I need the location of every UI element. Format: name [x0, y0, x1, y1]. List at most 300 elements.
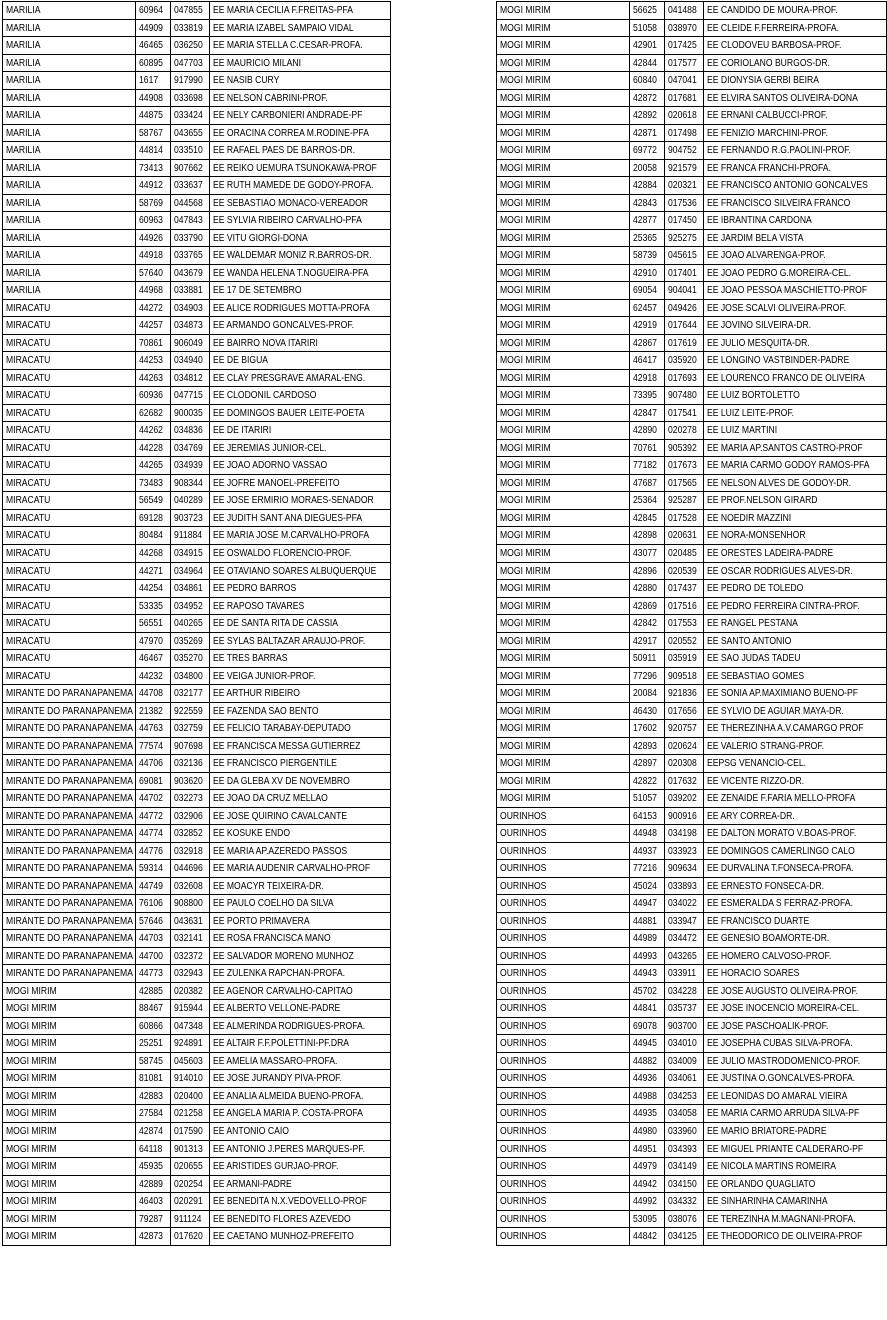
id-cell-text: 034769 — [174, 441, 203, 454]
school-name-cell-text: EE TEREZINHA M.MAGNANI-PROFA. — [707, 1212, 856, 1225]
city-cell-text: MOGI MIRIM — [500, 144, 551, 157]
id-cell-text: 049426 — [668, 301, 697, 314]
id-cell-text: 035737 — [668, 1002, 697, 1015]
table-row — [497, 439, 887, 457]
id-cell-text: 017498 — [668, 126, 697, 139]
id-cell-text: 032759 — [174, 722, 203, 735]
school-name-cell-text: EE JOSE PASCHOALIK-PROF. — [707, 1019, 829, 1032]
school-name-cell-text: EE FRANCA FRANCHI-PROFA. — [707, 161, 831, 174]
school-name-cell-text: EE JOSE QUIRINO CAVALCANTE — [213, 809, 348, 822]
table-row — [497, 562, 887, 580]
school-name-cell-text: EE JOSE SCALVI OLIVEIRA-PROF. — [707, 301, 847, 314]
table-row — [3, 965, 391, 983]
code-cell-text: 42877 — [633, 214, 657, 227]
code-cell — [136, 650, 171, 668]
code-cell — [136, 580, 171, 598]
id-cell-text: 034010 — [668, 1037, 697, 1050]
code-cell — [136, 930, 171, 948]
table-row — [497, 509, 887, 527]
table-row — [3, 212, 391, 230]
id-cell-text: 920757 — [668, 722, 697, 735]
city-cell — [3, 264, 136, 282]
id-cell — [665, 702, 704, 720]
code-cell — [630, 142, 665, 160]
city-cell — [497, 650, 630, 668]
table-row — [3, 247, 391, 265]
school-name-cell — [210, 1140, 391, 1158]
city-cell-text: MIRACATU — [6, 424, 51, 437]
id-cell-text: 017516 — [668, 599, 697, 612]
id-cell — [665, 124, 704, 142]
id-cell-text: 032177 — [174, 687, 203, 700]
city-cell — [497, 912, 630, 930]
city-cell — [497, 580, 630, 598]
school-name-cell-text: EE ESMERALDA S FERRAZ-PROFA. — [707, 897, 853, 910]
city-cell-text: OURINHOS — [500, 1054, 547, 1067]
code-cell-text: 44268 — [139, 546, 163, 559]
city-cell-text: MARILIA — [6, 144, 41, 157]
code-cell-text: 42822 — [633, 774, 657, 787]
table-row — [3, 912, 391, 930]
id-cell — [171, 457, 210, 475]
code-cell — [630, 404, 665, 422]
city-cell — [3, 1123, 136, 1141]
code-cell — [630, 264, 665, 282]
code-cell-text: 44841 — [633, 1002, 657, 1015]
city-cell-text: MOGI MIRIM — [500, 739, 551, 752]
city-cell-text: MIRANTE DO PARANAPANEMA — [6, 827, 133, 840]
city-cell — [497, 632, 630, 650]
city-cell — [497, 1193, 630, 1211]
code-cell — [630, 369, 665, 387]
table-row — [497, 597, 887, 615]
code-cell — [630, 807, 665, 825]
school-name-cell-text: EE SEBASTIAO GOMES — [707, 669, 805, 682]
id-cell — [665, 807, 704, 825]
school-name-cell-text: EE NELY CARBONIERI ANDRADE-PF — [213, 109, 363, 122]
id-cell — [665, 895, 704, 913]
id-cell-text: 034393 — [668, 1142, 697, 1155]
id-cell-text: 034332 — [668, 1195, 697, 1208]
id-cell-text: 017693 — [668, 371, 697, 384]
table-row — [3, 1087, 391, 1105]
city-cell — [497, 597, 630, 615]
id-cell — [665, 107, 704, 125]
city-cell-text: MIRACATU — [6, 301, 51, 314]
table-row — [497, 755, 887, 773]
city-cell — [3, 1017, 136, 1035]
school-name-cell — [210, 124, 391, 142]
code-cell-text: 81081 — [139, 1072, 163, 1085]
id-cell — [171, 1070, 210, 1088]
school-name-cell-text: EE NICOLA MARTINS ROMEIRA — [707, 1160, 837, 1173]
school-name-cell-text: EE BENEDITA N.X.VEDOVELLO-PROF — [213, 1195, 367, 1208]
table-row — [3, 1175, 391, 1193]
code-cell — [136, 597, 171, 615]
id-cell — [665, 177, 704, 195]
school-name-cell — [210, 1123, 391, 1141]
code-cell-text: 44912 — [139, 179, 163, 192]
table-row — [497, 124, 887, 142]
city-cell — [497, 282, 630, 300]
code-cell-text: 70761 — [633, 441, 657, 454]
school-name-cell — [210, 667, 391, 685]
city-cell-text: MOGI MIRIM — [500, 546, 551, 559]
school-name-cell — [704, 317, 887, 335]
city-cell — [497, 720, 630, 738]
table-row — [3, 317, 391, 335]
table-row — [497, 54, 887, 72]
school-name-cell — [704, 107, 887, 125]
table-row — [497, 1158, 887, 1176]
school-name-cell — [210, 860, 391, 878]
table-row — [3, 1000, 391, 1018]
code-cell — [630, 509, 665, 527]
code-cell-text: 77574 — [139, 739, 163, 752]
city-cell — [3, 1087, 136, 1105]
city-cell — [497, 509, 630, 527]
city-cell-text: MIRACATU — [6, 582, 51, 595]
id-cell-text: 017565 — [668, 476, 697, 489]
code-cell-text: 77216 — [633, 862, 657, 875]
id-cell — [665, 457, 704, 475]
code-cell — [630, 527, 665, 545]
city-cell-text: MOGI MIRIM — [500, 179, 551, 192]
table-row — [497, 299, 887, 317]
code-cell-text: 44988 — [633, 1089, 657, 1102]
id-cell — [171, 19, 210, 37]
id-cell-text: 043265 — [668, 949, 697, 962]
code-cell — [630, 439, 665, 457]
code-cell — [136, 387, 171, 405]
code-cell — [630, 632, 665, 650]
school-name-cell-text: EE LUIZ MARTINI — [707, 424, 778, 437]
id-cell — [665, 965, 704, 983]
school-name-cell — [704, 807, 887, 825]
table-row — [497, 1000, 887, 1018]
table-row — [3, 1158, 391, 1176]
id-cell-text: 020308 — [668, 757, 697, 770]
table-row — [497, 667, 887, 685]
school-name-cell-text: EE LEONIDAS DO AMARAL VIEIRA — [707, 1089, 848, 1102]
code-cell-text: 44776 — [139, 844, 163, 857]
id-cell-text: 925275 — [668, 231, 697, 244]
city-cell — [3, 965, 136, 983]
table-row — [3, 54, 391, 72]
id-cell-text: 043631 — [174, 914, 203, 927]
city-cell — [3, 1158, 136, 1176]
city-cell — [3, 772, 136, 790]
school-name-cell-text: EE MARIA AP.SANTOS CASTRO-PROF — [707, 441, 863, 454]
city-cell-text: MOGI MIRIM — [500, 161, 551, 174]
school-name-cell — [704, 264, 887, 282]
table-row — [497, 194, 887, 212]
school-name-cell-text: EE NOEDIR MAZZINI — [707, 511, 792, 524]
city-cell-text: MOGI MIRIM — [500, 564, 551, 577]
id-cell — [171, 124, 210, 142]
school-name-cell — [704, 509, 887, 527]
code-cell-text: 45024 — [633, 879, 657, 892]
school-name-cell-text: EE SYLVIA RIBEIRO CARVALHO-PFA — [213, 214, 362, 227]
school-name-cell-text: EE 17 DE SETEMBRO — [213, 284, 302, 297]
city-cell-text: MOGI MIRIM — [500, 687, 551, 700]
id-cell — [665, 492, 704, 510]
code-cell — [630, 1087, 665, 1105]
city-cell — [3, 492, 136, 510]
id-cell — [665, 72, 704, 90]
code-cell — [136, 685, 171, 703]
table-row — [3, 509, 391, 527]
school-name-cell-text: EE OSWALDO FLORENCIO-PROF. — [213, 546, 352, 559]
school-name-cell-text: EE ROSA FRANCISCA MANO — [213, 932, 331, 945]
school-name-cell — [210, 1175, 391, 1193]
school-name-cell — [704, 790, 887, 808]
school-name-cell — [210, 527, 391, 545]
city-cell-text: MIRACATU — [6, 599, 51, 612]
school-name-cell — [704, 1000, 887, 1018]
city-cell — [497, 947, 630, 965]
id-cell — [171, 544, 210, 562]
id-cell-text: 017673 — [668, 459, 697, 472]
school-name-cell-text: EE PAULO COELHO DA SILVA — [213, 897, 334, 910]
id-cell — [171, 352, 210, 370]
city-cell-text: MOGI MIRIM — [6, 1195, 57, 1208]
table-row — [3, 229, 391, 247]
school-name-cell-text: EE VEIGA JUNIOR-PROF. — [213, 669, 316, 682]
city-cell-text: OURINHOS — [500, 827, 547, 840]
id-cell-text: 020618 — [668, 109, 697, 122]
code-cell-text: 46417 — [633, 354, 657, 367]
city-cell-text: MOGI MIRIM — [500, 774, 551, 787]
id-cell — [665, 737, 704, 755]
code-cell-text: 44942 — [633, 1177, 657, 1190]
city-cell — [497, 527, 630, 545]
school-name-cell — [210, 457, 391, 475]
id-cell-text: 020382 — [174, 984, 203, 997]
table-row — [3, 1052, 391, 1070]
code-cell-text: 42843 — [633, 196, 657, 209]
table-row — [497, 1052, 887, 1070]
city-cell-text: MIRACATU — [6, 354, 51, 367]
school-name-cell — [210, 177, 391, 195]
school-name-cell-text: EE FRANCISCO ANTONIO GONCALVES — [707, 179, 868, 192]
id-cell-text: 034009 — [668, 1054, 697, 1067]
id-cell — [171, 1017, 210, 1035]
school-name-cell-text: EE MARIA AP.AZEREDO PASSOS — [213, 844, 348, 857]
school-name-cell-text: EE JOSE INOCENCIO MOREIRA-CEL. — [707, 1002, 860, 1015]
code-cell-text: 42897 — [633, 757, 657, 770]
school-name-cell — [210, 1087, 391, 1105]
id-cell — [171, 825, 210, 843]
table-row — [3, 492, 391, 510]
city-cell — [497, 264, 630, 282]
city-cell — [497, 1000, 630, 1018]
code-cell-text: 69054 — [633, 284, 657, 297]
id-cell — [665, 544, 704, 562]
city-cell-text: MIRANTE DO PARANAPANEMA — [6, 897, 133, 910]
id-cell-text: 020539 — [668, 564, 697, 577]
table-row — [497, 1087, 887, 1105]
code-cell — [630, 387, 665, 405]
id-cell — [665, 212, 704, 230]
table-row — [3, 807, 391, 825]
school-name-cell — [210, 544, 391, 562]
code-cell-text: 44706 — [139, 757, 163, 770]
id-cell-text: 034836 — [174, 424, 203, 437]
school-name-cell — [210, 947, 391, 965]
table-row — [497, 159, 887, 177]
id-cell — [171, 580, 210, 598]
id-cell-text: 034861 — [174, 582, 203, 595]
code-cell — [136, 474, 171, 492]
table-row — [3, 1070, 391, 1088]
table-row — [497, 895, 887, 913]
school-name-cell — [704, 19, 887, 37]
id-cell-text: 034253 — [668, 1089, 697, 1102]
code-cell — [136, 702, 171, 720]
table-row — [3, 544, 391, 562]
code-cell — [630, 737, 665, 755]
city-cell-text: OURINHOS — [500, 1142, 547, 1155]
city-cell — [3, 369, 136, 387]
id-cell — [171, 37, 210, 55]
city-cell-text: MARILIA — [6, 179, 41, 192]
id-cell — [665, 1105, 704, 1123]
school-name-cell-text: EE CANDIDO DE MOURA-PROF. — [707, 4, 838, 16]
table-row — [497, 229, 887, 247]
school-name-cell — [704, 737, 887, 755]
id-cell-text: 035920 — [668, 354, 697, 367]
city-cell-text: MOGI MIRIM — [500, 494, 551, 507]
school-name-cell — [210, 54, 391, 72]
city-cell-text: OURINHOS — [500, 809, 547, 822]
city-cell — [3, 685, 136, 703]
school-name-cell — [210, 1017, 391, 1035]
code-cell-text: 42892 — [633, 109, 657, 122]
table-row — [3, 685, 391, 703]
code-cell — [630, 317, 665, 335]
school-name-cell — [210, 317, 391, 335]
school-name-cell — [704, 492, 887, 510]
school-name-cell — [704, 474, 887, 492]
school-name-cell-text: EE CLODOVEU BARBOSA-PROF. — [707, 39, 842, 52]
code-cell — [136, 720, 171, 738]
code-cell — [136, 772, 171, 790]
id-cell — [665, 842, 704, 860]
city-cell — [3, 860, 136, 878]
school-name-cell-text: EE FELICIO TARABAY-DEPUTADO — [213, 722, 351, 735]
code-cell — [136, 282, 171, 300]
school-name-cell — [704, 912, 887, 930]
id-cell — [665, 422, 704, 440]
id-cell-text: 032943 — [174, 967, 203, 980]
id-cell — [171, 597, 210, 615]
school-name-cell-text: EE SANTO ANTONIO — [707, 634, 792, 647]
city-cell-text: MIRACATU — [6, 494, 51, 507]
id-cell — [665, 912, 704, 930]
city-cell-text: MIRANTE DO PARANAPANEMA — [6, 809, 133, 822]
city-cell-text: MOGI MIRIM — [6, 1177, 57, 1190]
school-name-cell-text: EE NELSON CABRINI-PROF. — [213, 91, 328, 104]
id-cell — [171, 317, 210, 335]
city-cell-text: MOGI MIRIM — [500, 792, 551, 805]
school-name-cell-text: EE JOAO ADORNO VASSAO — [213, 459, 328, 472]
city-cell — [497, 1158, 630, 1176]
school-name-cell — [210, 352, 391, 370]
table-row — [3, 264, 391, 282]
school-name-cell — [704, 965, 887, 983]
code-cell-text: 44774 — [139, 827, 163, 840]
id-cell-text: 017644 — [668, 319, 697, 332]
code-cell-text: 27584 — [139, 1107, 163, 1120]
code-cell-text: 44875 — [139, 109, 163, 122]
city-cell — [497, 89, 630, 107]
id-cell — [171, 562, 210, 580]
school-name-cell — [704, 947, 887, 965]
id-cell — [171, 632, 210, 650]
id-cell-text: 034125 — [668, 1230, 697, 1243]
school-name-cell — [210, 755, 391, 773]
id-cell — [665, 282, 704, 300]
city-cell-text: MIRANTE DO PARANAPANEMA — [6, 932, 133, 945]
id-cell — [171, 177, 210, 195]
code-cell-text: 76106 — [139, 897, 163, 910]
school-name-cell — [704, 527, 887, 545]
table-row — [497, 737, 887, 755]
id-cell-text: 906049 — [174, 336, 203, 349]
city-cell-text: MOGI MIRIM — [500, 652, 551, 665]
table-row — [3, 1210, 391, 1228]
code-cell-text: 21382 — [139, 704, 163, 717]
id-cell — [665, 1070, 704, 1088]
school-name-cell — [210, 825, 391, 843]
city-cell — [3, 947, 136, 965]
city-cell — [497, 895, 630, 913]
id-cell — [665, 387, 704, 405]
id-cell — [665, 264, 704, 282]
id-cell — [665, 299, 704, 317]
school-name-cell-text: EE ARMANDO GONCALVES-PROF. — [213, 319, 354, 332]
city-cell-text: MOGI MIRIM — [6, 1142, 57, 1155]
city-cell-text: MIRACATU — [6, 389, 51, 402]
city-cell-text: MARILIA — [6, 56, 41, 69]
id-cell — [171, 334, 210, 352]
code-cell — [136, 142, 171, 160]
city-cell-text: MIRACATU — [6, 529, 51, 542]
school-name-cell — [210, 737, 391, 755]
school-name-cell — [704, 1228, 887, 1246]
id-cell-text: 047703 — [174, 56, 203, 69]
city-cell-text: OURINHOS — [500, 844, 547, 857]
city-cell — [497, 842, 630, 860]
city-cell-text: MOGI MIRIM — [500, 319, 551, 332]
school-name-cell — [210, 685, 391, 703]
code-cell-text: 20058 — [633, 161, 657, 174]
id-cell — [171, 1140, 210, 1158]
table-row — [497, 650, 887, 668]
code-cell — [630, 1175, 665, 1193]
school-name-cell-text: EE PEDRO FERREIRA CINTRA-PROF. — [707, 599, 860, 612]
id-cell — [665, 54, 704, 72]
city-cell-text: MOGI MIRIM — [500, 582, 551, 595]
city-cell — [497, 544, 630, 562]
id-cell-text: 017577 — [668, 56, 697, 69]
code-cell-text: 44749 — [139, 879, 163, 892]
id-cell-text: 900035 — [174, 406, 203, 419]
school-name-cell-text: EE OTAVIANO SOARES ALBUQUERQUE — [213, 564, 377, 577]
id-cell — [171, 772, 210, 790]
table-row — [497, 1070, 887, 1088]
